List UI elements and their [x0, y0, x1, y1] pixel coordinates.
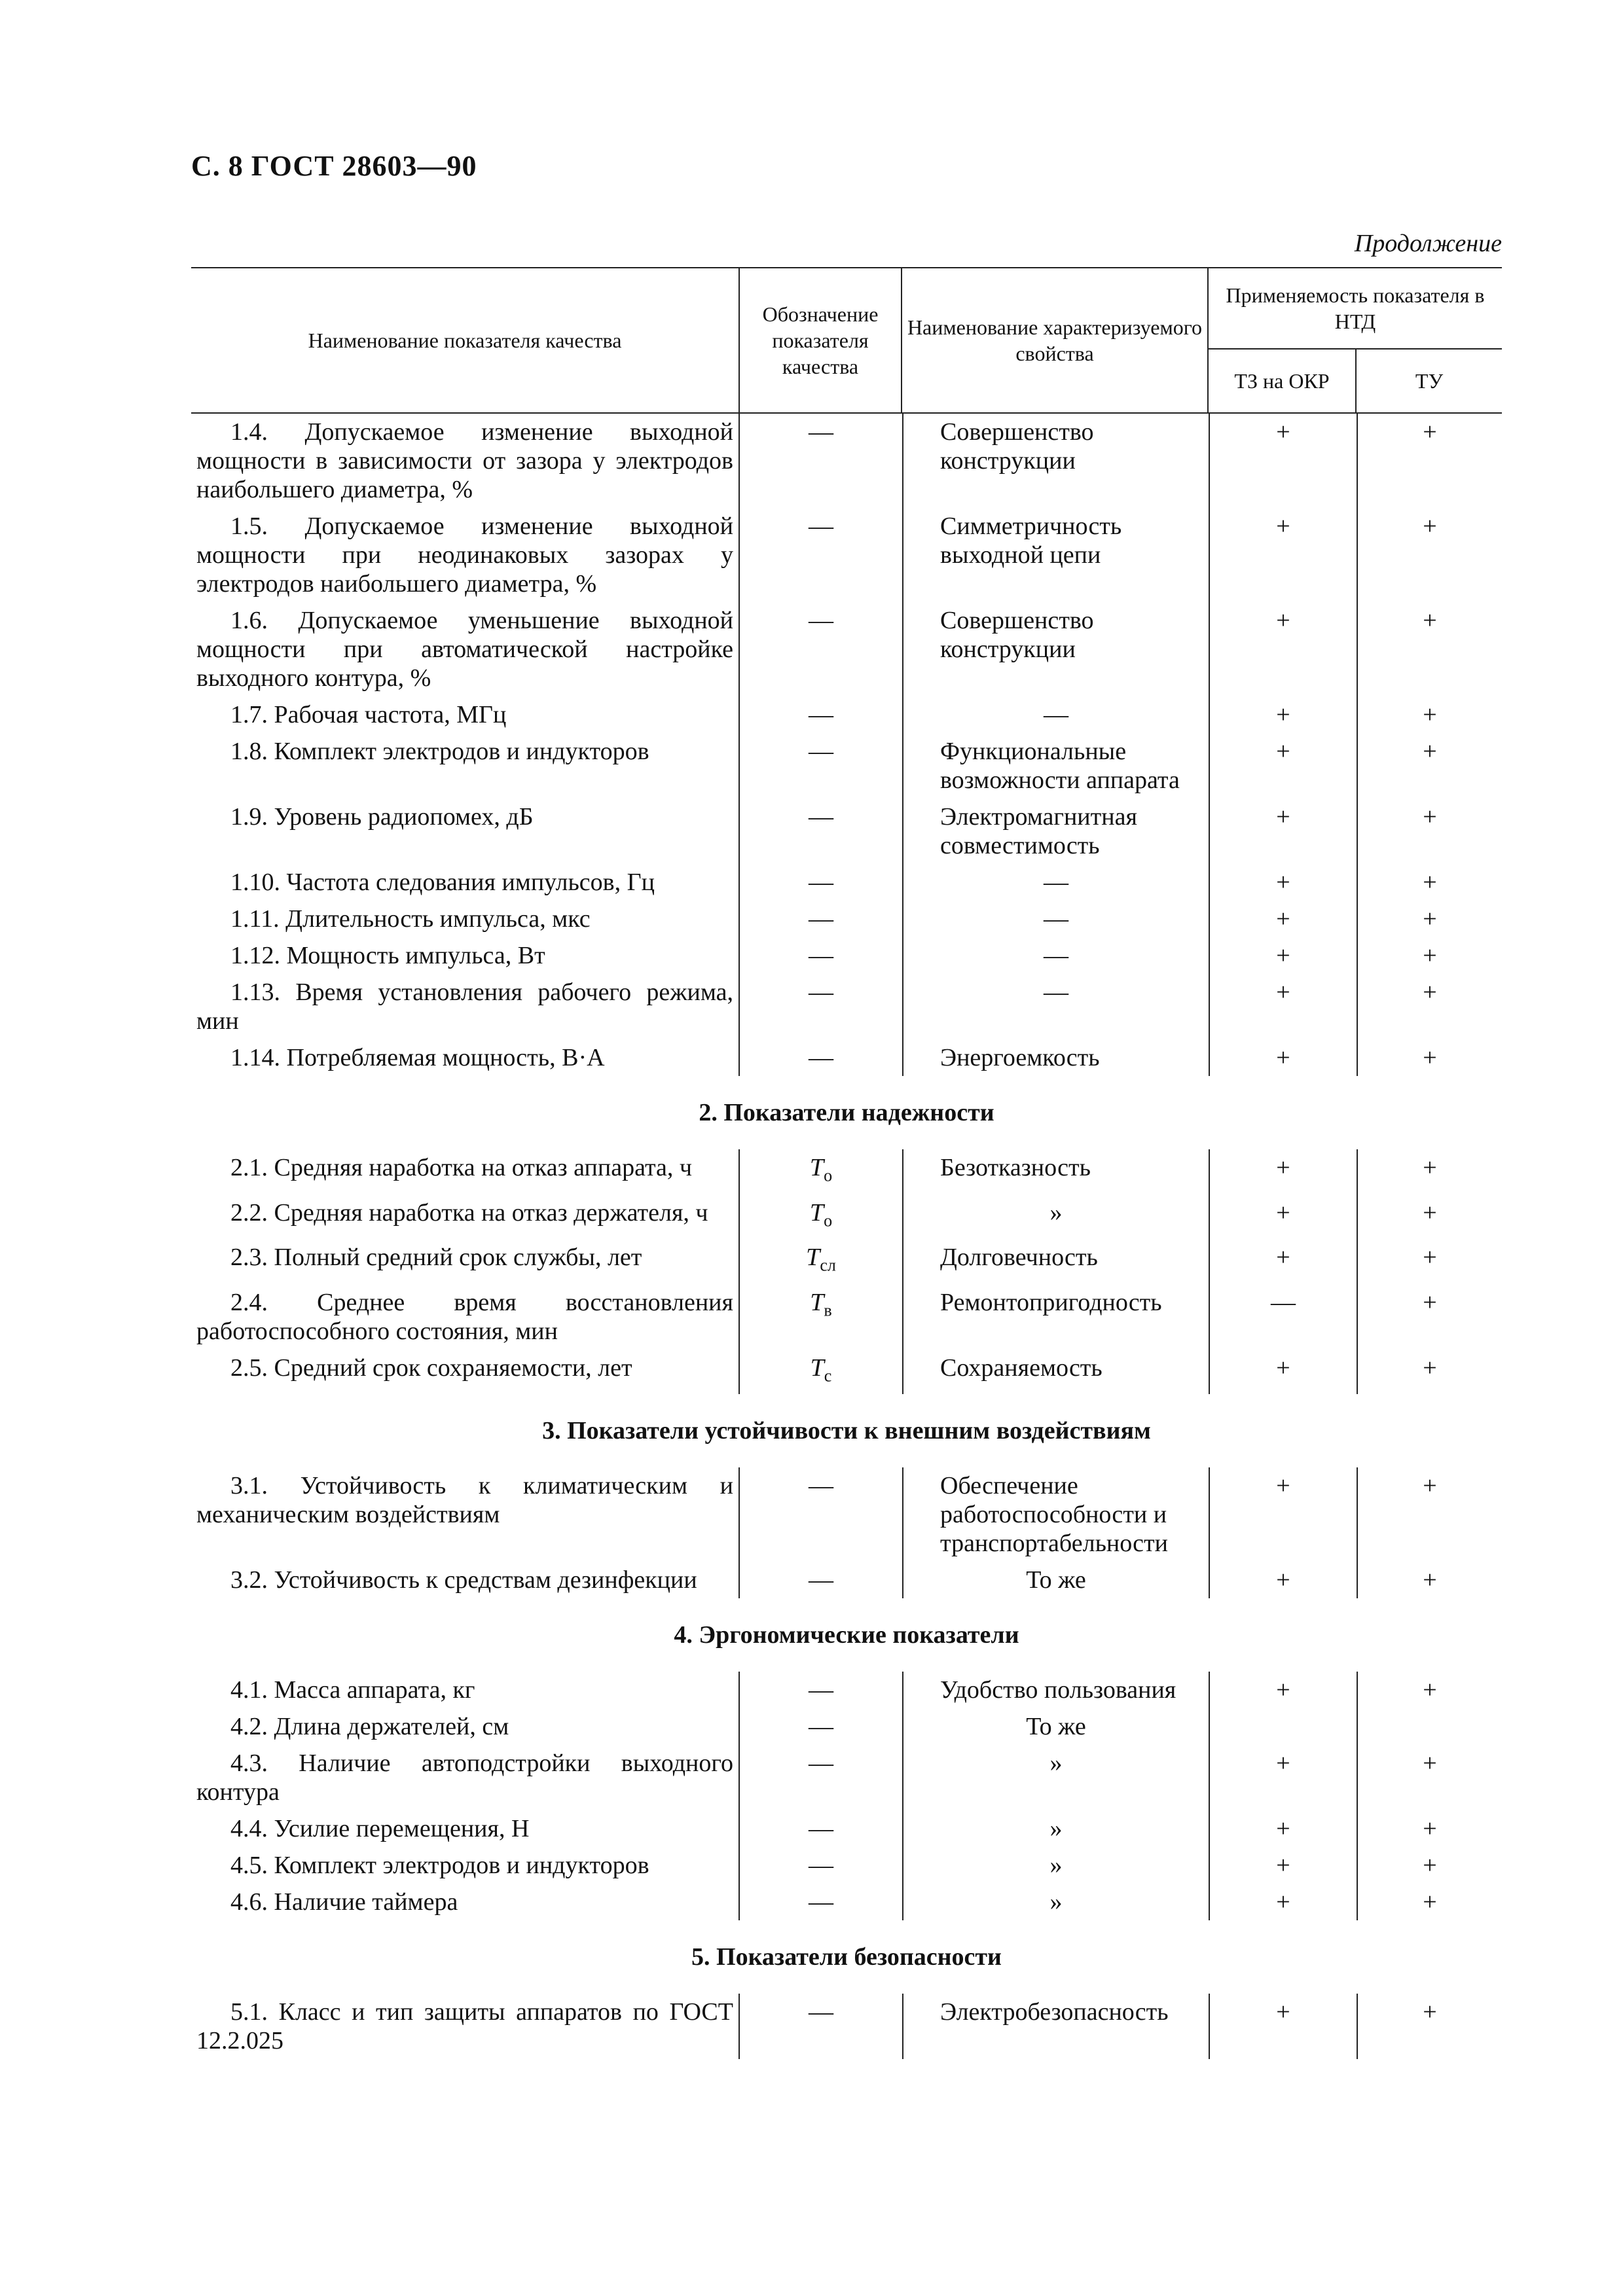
- indicator-designation: —: [739, 937, 902, 974]
- characterized-property: То же: [902, 1708, 1209, 1745]
- characterized-property: Ремонтопригодность: [902, 1284, 1209, 1350]
- indicator-name: 4.1. Масса аппарата, кг: [230, 1676, 475, 1704]
- applicability-tu: +: [1357, 733, 1502, 798]
- table-row: [191, 974, 1502, 1039]
- characterized-property: Симметричность выходной цепи: [902, 508, 1209, 602]
- table-body-ergonomics: [191, 1672, 1502, 1920]
- table-row: [191, 1284, 1502, 1350]
- indicator-name: 4.4. Усилие перемещения, Н: [230, 1815, 530, 1843]
- indicator-name: 1.5. Допускаемое изменение выходной мощности при неодинаковых зазорах у электродов наибольшего диаметра, %: [196, 512, 733, 598]
- indicator-name: 5.1. Класс и тип защиты аппаратов по ГОСТ 12.2.025: [196, 1998, 733, 2055]
- table-row: [191, 1810, 1502, 1847]
- applicability-tz: +: [1209, 901, 1357, 937]
- section-title-resistance: 3. Показатели устойчивости к внешним воздействиям: [542, 1417, 1151, 1445]
- characterized-property: »: [902, 1884, 1209, 1920]
- table-row: [191, 1149, 1502, 1194]
- applicability-tu: +: [1357, 1039, 1502, 1076]
- indicator-designation: —: [739, 1562, 902, 1598]
- table-row: [191, 1884, 1502, 1920]
- characterized-property: —: [902, 937, 1209, 974]
- table-row: [191, 696, 1502, 733]
- applicability-tz: +: [1209, 1672, 1357, 1708]
- table-row: [191, 508, 1502, 602]
- section-title-reliability: 2. Показатели надежности: [699, 1099, 994, 1126]
- applicability-tu: +: [1357, 1884, 1502, 1920]
- table-row: [191, 1467, 1502, 1562]
- table-row: [191, 733, 1502, 798]
- indicator-name: 2.2. Средняя наработка на отказ держателя, ч: [230, 1198, 708, 1227]
- indicator-designation: —: [739, 974, 902, 1039]
- header-tz-okr: ТЗ на ОКР: [1234, 369, 1330, 393]
- table-body-safety: [191, 1994, 1502, 2059]
- indicator-name: 4.3. Наличие автоподстройки выходного контура: [196, 1749, 733, 1806]
- header-designation: Обозначение показателя качества: [762, 302, 879, 378]
- characterized-property: »: [902, 1745, 1209, 1810]
- indicator-name: 1.13. Время установления рабочего режима, мин: [196, 978, 733, 1035]
- indicator-designation: $T_о$: [739, 1194, 902, 1240]
- indicator-name: 1.14. Потребляемая мощность, В·А: [230, 1044, 605, 1071]
- applicability-tu: +: [1357, 1149, 1502, 1194]
- table-row: [191, 1994, 1502, 2059]
- characterized-property: Удобство пользования: [902, 1672, 1209, 1708]
- applicability-tz: +: [1209, 1467, 1357, 1562]
- indicator-name: 1.10. Частота следования импульсов, Гц: [230, 869, 655, 896]
- indicator-designation: —: [739, 1810, 902, 1847]
- table-row: [191, 1708, 1502, 1745]
- indicator-designation: —: [739, 798, 902, 864]
- table-row: [191, 1239, 1502, 1284]
- applicability-tz: +: [1209, 1994, 1357, 2059]
- applicability-tu: +: [1357, 864, 1502, 901]
- applicability-tz: +: [1209, 508, 1357, 602]
- indicator-designation: $T_о$: [739, 1149, 902, 1194]
- indicator-designation: —: [739, 1708, 902, 1745]
- applicability-tu: [1357, 1708, 1502, 1745]
- characterized-property: Сохраняемость: [902, 1350, 1209, 1395]
- characterized-property: »: [902, 1194, 1209, 1240]
- header-tu: ТУ: [1415, 369, 1444, 393]
- indicator-name: 1.9. Уровень радиопомех, дБ: [230, 803, 534, 831]
- applicability-tz: +: [1209, 1194, 1357, 1240]
- table-row: [191, 1194, 1502, 1240]
- header-applicability: Применяемость показателя в НТД: [1209, 268, 1502, 350]
- applicability-tu: +: [1357, 414, 1502, 508]
- indicator-name: 3.2. Устойчивость к средствам дезинфекции: [230, 1566, 697, 1594]
- applicability-tz: +: [1209, 1239, 1357, 1284]
- indicator-designation: —: [739, 864, 902, 901]
- indicator-designation: —: [739, 602, 902, 696]
- table-row: [191, 864, 1502, 901]
- indicator-name: 1.7. Рабочая частота, МГц: [230, 701, 507, 728]
- indicator-name: 1.4. Допускаемое изменение выходной мощности в зависимости от зазора у электродов наибольшего диаметра, %: [196, 418, 733, 503]
- applicability-tu: +: [1357, 974, 1502, 1039]
- indicator-designation: —: [739, 1745, 902, 1810]
- header-property: Наименование характеризуемого свойства: [907, 315, 1203, 365]
- page-header: С. 8 ГОСТ 28603—90: [191, 150, 477, 182]
- indicator-designation: —: [739, 1672, 902, 1708]
- indicator-designation: —: [739, 1847, 902, 1884]
- table-row: [191, 1039, 1502, 1076]
- applicability-tz: +: [1209, 1149, 1357, 1194]
- indicator-name: 1.6. Допускаемое уменьшение выходной мощности при автоматической настройке выходного контура, %: [196, 607, 733, 692]
- applicability-tz: +: [1209, 733, 1357, 798]
- characterized-property: —: [902, 696, 1209, 733]
- applicability-tu: +: [1357, 602, 1502, 696]
- applicability-tz: +: [1209, 798, 1357, 864]
- table-row: [191, 798, 1502, 864]
- characterized-property: »: [902, 1810, 1209, 1847]
- indicator-designation: $T_в$: [739, 1284, 902, 1350]
- indicator-name: 2.1. Средняя наработка на отказ аппарата, ч: [230, 1154, 693, 1181]
- indicator-name: 1.11. Длительность импульса, мкс: [230, 905, 591, 933]
- indicator-designation: $T_с$: [739, 1350, 902, 1395]
- applicability-tu: +: [1357, 1467, 1502, 1562]
- characterized-property: Энергоемкость: [902, 1039, 1209, 1076]
- applicability-tu: +: [1357, 1562, 1502, 1598]
- characterized-property: То же: [902, 1562, 1209, 1598]
- applicability-tz: +: [1209, 1847, 1357, 1884]
- indicator-name: 1.12. Мощность импульса, Вт: [230, 942, 545, 969]
- applicability-tu: +: [1357, 798, 1502, 864]
- section-title-safety: 5. Показатели безопасности: [691, 1943, 1002, 1971]
- applicability-tz: +: [1209, 1884, 1357, 1920]
- header-indicator-name: Наименование показателя качества: [308, 329, 622, 352]
- quality-indicators-table: [191, 267, 1502, 2059]
- indicator-name: 2.5. Средний срок сохраняемости, лет: [230, 1354, 632, 1382]
- indicator-designation: —: [739, 414, 902, 508]
- applicability-tz: —: [1209, 1284, 1357, 1350]
- characterized-property: —: [902, 864, 1209, 901]
- table-body-group1: [191, 414, 1502, 1076]
- table-row: [191, 1562, 1502, 1598]
- applicability-tu: +: [1357, 1284, 1502, 1350]
- indicator-designation: —: [739, 1467, 902, 1562]
- indicator-designation: $T_{сл}$: [739, 1239, 902, 1284]
- applicability-tu: +: [1357, 1194, 1502, 1240]
- applicability-tu: +: [1357, 937, 1502, 974]
- table-row: [191, 901, 1502, 937]
- applicability-tz: +: [1209, 1562, 1357, 1598]
- applicability-tu: +: [1357, 1745, 1502, 1810]
- applicability-tz: +: [1209, 696, 1357, 733]
- applicability-tu: +: [1357, 1672, 1502, 1708]
- applicability-tz: +: [1209, 974, 1357, 1039]
- characterized-property: »: [902, 1847, 1209, 1884]
- characterized-property: Совершенство конструкции: [902, 414, 1209, 508]
- indicator-name: 4.2. Длина держателей, см: [230, 1713, 509, 1741]
- applicability-tu: +: [1357, 1847, 1502, 1884]
- table-row: [191, 602, 1502, 696]
- characterized-property: Функциональные возможности аппарата: [902, 733, 1209, 798]
- table-body-reliability: [191, 1149, 1502, 1394]
- applicability-tz: +: [1209, 1745, 1357, 1810]
- table-row: [191, 414, 1502, 508]
- applicability-tu: +: [1357, 901, 1502, 937]
- table-header: [191, 267, 1502, 414]
- table-row: [191, 1847, 1502, 1884]
- applicability-tz: +: [1209, 1350, 1357, 1395]
- applicability-tz: [1209, 1708, 1357, 1745]
- indicator-name: 3.1. Устойчивость к климатическим и механическим воздействиям: [196, 1472, 733, 1529]
- continuation-label: Продолжение: [1354, 230, 1502, 257]
- indicator-designation: —: [739, 1994, 902, 2059]
- table-row: [191, 1672, 1502, 1708]
- indicator-designation: —: [739, 901, 902, 937]
- applicability-tu: +: [1357, 508, 1502, 602]
- characterized-property: Совершенство конструкции: [902, 602, 1209, 696]
- applicability-tu: +: [1357, 1350, 1502, 1395]
- indicator-designation: —: [739, 1884, 902, 1920]
- indicator-name: 2.3. Полный средний срок службы, лет: [230, 1244, 642, 1272]
- applicability-tz: +: [1209, 602, 1357, 696]
- indicator-designation: —: [739, 508, 902, 602]
- table-row: [191, 937, 1502, 974]
- table-body-resistance: [191, 1467, 1502, 1598]
- indicator-name: 2.4. Среднее время восстановления работоспособного состояния, мин: [196, 1288, 733, 1345]
- table-row: [191, 1745, 1502, 1810]
- applicability-tz: +: [1209, 864, 1357, 901]
- characterized-property: —: [902, 974, 1209, 1039]
- indicator-designation: —: [739, 733, 902, 798]
- indicator-designation: —: [739, 696, 902, 733]
- section-title-ergonomics: 4. Эргономические показатели: [674, 1621, 1019, 1649]
- characterized-property: Электробезопасность: [902, 1994, 1209, 2059]
- indicator-designation: —: [739, 1039, 902, 1076]
- indicator-name: 4.6. Наличие таймера: [230, 1888, 458, 1916]
- characterized-property: Безотказность: [902, 1149, 1209, 1194]
- applicability-tz: +: [1209, 937, 1357, 974]
- applicability-tu: +: [1357, 1810, 1502, 1847]
- applicability-tz: +: [1209, 1039, 1357, 1076]
- characterized-property: Электромагнитная совместимость: [902, 798, 1209, 864]
- indicator-name: 1.8. Комплект электродов и индукторов: [230, 738, 649, 765]
- applicability-tu: +: [1357, 1239, 1502, 1284]
- applicability-tz: +: [1209, 414, 1357, 508]
- table-row: [191, 1350, 1502, 1395]
- characterized-property: —: [902, 901, 1209, 937]
- characterized-property: Обеспечение работоспособности и транспортабельности: [902, 1467, 1209, 1562]
- applicability-tz: +: [1209, 1810, 1357, 1847]
- indicator-name: 4.5. Комплект электродов и индукторов: [230, 1852, 649, 1880]
- applicability-tu: +: [1357, 1994, 1502, 2059]
- characterized-property: Долговечность: [902, 1239, 1209, 1284]
- applicability-tu: +: [1357, 696, 1502, 733]
